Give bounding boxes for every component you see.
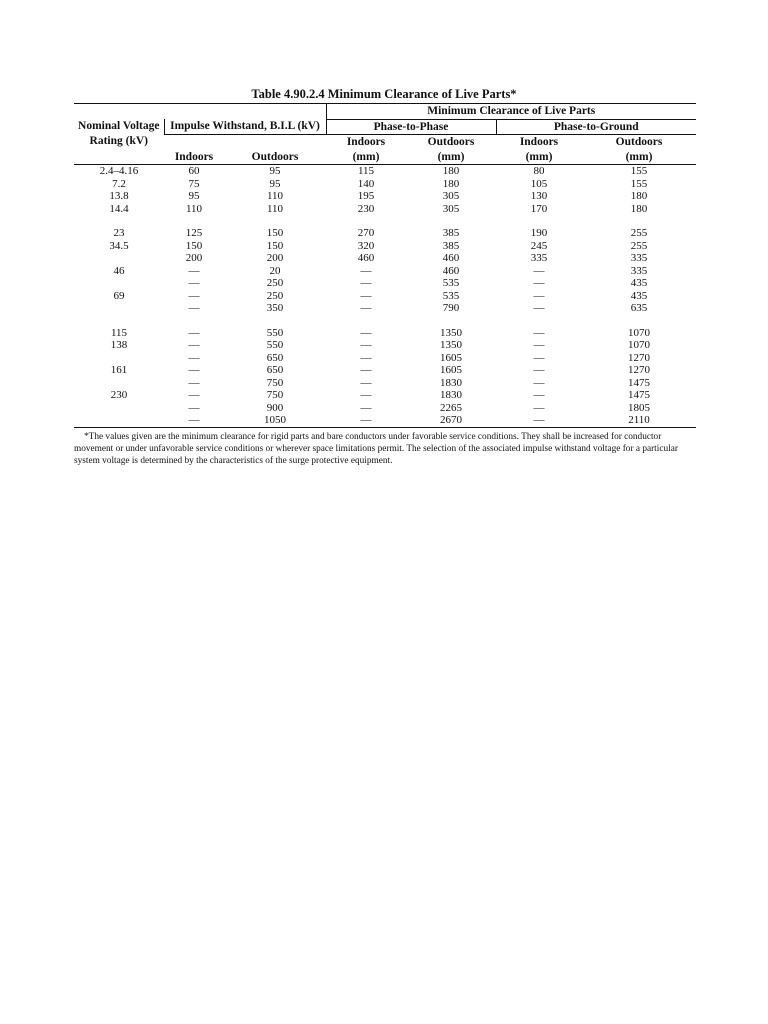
table-cell: 110 — [266, 190, 284, 202]
table-row — [74, 364, 696, 377]
group-spacer — [74, 315, 696, 327]
table-cell: 2110 — [582, 414, 696, 427]
nominal-voltage-header — [74, 119, 164, 165]
table-cell: 110 — [266, 202, 284, 215]
table-cell: 155 — [630, 177, 648, 190]
table-cell: 20 — [269, 264, 281, 277]
bil-outdoors-header: Outdoors — [224, 135, 326, 165]
table-cell: 1270 — [628, 364, 650, 376]
table-cell — [74, 302, 164, 315]
table-cell — [74, 277, 164, 290]
table-cell: 1605 — [440, 364, 462, 376]
table-cell: — — [360, 264, 372, 277]
table-cell: — — [533, 351, 545, 364]
table-cell: 34.5 — [109, 239, 129, 252]
table-cell: 535 — [442, 289, 460, 302]
table-row — [74, 265, 696, 278]
table-cell: 635 — [630, 302, 648, 314]
table-row — [74, 302, 696, 315]
table-cell: 255 — [630, 239, 648, 252]
table-cell — [74, 402, 164, 415]
table-cell — [74, 352, 164, 365]
phase-to-ground-header: Phase-to-Ground — [496, 119, 696, 135]
table-cell: 1350 — [440, 326, 462, 339]
table-row — [74, 402, 696, 415]
table-cell: — — [533, 277, 545, 289]
table-cell: 250 — [266, 277, 284, 289]
table-row — [74, 389, 696, 402]
table-cell: 1830 — [440, 376, 462, 389]
table-cell: 1475 — [628, 376, 650, 389]
table-cell: — — [533, 364, 545, 376]
table-cell: — — [326, 414, 406, 427]
table-cell: — — [533, 339, 545, 351]
table-cell: 46 — [113, 264, 125, 277]
pp-indoors-label: Indoors (mm) — [346, 136, 386, 163]
table-cell: 1270 — [628, 351, 650, 364]
table-cell: 150 — [185, 239, 203, 252]
table-cell: 7.2 — [112, 177, 126, 190]
table-cell — [74, 252, 164, 265]
table-cell: 95 — [188, 190, 200, 202]
table-row — [74, 377, 696, 390]
phase-to-phase-header: Phase-to-Phase — [326, 119, 496, 135]
table-cell: 105 — [530, 177, 548, 190]
table-cell: — — [188, 364, 200, 376]
table-cell: 335 — [630, 264, 648, 277]
table-cell: 790 — [442, 302, 460, 314]
table-cell: — — [188, 326, 200, 339]
table-row — [74, 227, 696, 240]
table-cell: — — [188, 389, 200, 401]
table-cell: 550 — [266, 339, 284, 351]
table-cell: 250 — [266, 289, 284, 302]
table-cell: 270 — [357, 227, 375, 239]
table-cell: 245 — [530, 239, 548, 252]
table-cell: — — [360, 302, 372, 314]
table-row — [74, 252, 696, 265]
group-spacer — [74, 215, 696, 227]
table-cell: 200 — [266, 252, 284, 264]
table-title: Table 4.90.2.4 Minimum Clearance of Live Parts* — [251, 87, 517, 101]
table-cell — [74, 377, 164, 390]
pp-outdoors-label: Outdoors (mm) — [427, 136, 475, 163]
table-body — [74, 165, 696, 428]
bil-indoors-header: Indoors — [164, 135, 224, 165]
table-cell: — — [533, 376, 545, 389]
table-cell: 230 — [357, 202, 375, 215]
table-cell: 115 — [110, 326, 128, 339]
table-cell: — — [188, 401, 200, 414]
table-row — [74, 414, 696, 427]
table-row — [74, 327, 696, 340]
table-row — [74, 339, 696, 352]
table-row — [74, 290, 696, 303]
table-cell: 2265 — [440, 401, 462, 414]
table-cell: — — [360, 364, 372, 376]
table-cell: — — [533, 289, 545, 302]
table-cell: 305 — [442, 202, 460, 215]
table-cell: 150 — [266, 239, 284, 252]
table-cell: 1475 — [628, 389, 650, 401]
table-cell: 385 — [442, 239, 460, 252]
table-cell: 335 — [630, 252, 648, 264]
table-cell: 650 — [266, 364, 284, 376]
table-cell: 460 — [442, 264, 460, 277]
table-cell: 385 — [442, 227, 460, 239]
table-cell: 1070 — [628, 326, 650, 339]
table-cell: 80 — [533, 165, 545, 177]
table-cell — [74, 414, 164, 427]
footnote-text: *The values given are the minimum clearance for rigid parts and bare conductors under favorable service conditions. They shall be increased for conductor movement or under unfavorable service conditions or wherever space limitations permit. The selection of the associated impulse withstand voltage for a particular system voltage is determined by the characteristics of the surge protective equipment. — [74, 432, 678, 466]
table-cell: — — [164, 414, 224, 427]
table-cell: 435 — [630, 289, 648, 302]
table-cell: — — [533, 401, 545, 414]
table-cell: — — [360, 277, 372, 289]
table-cell: 1805 — [628, 401, 650, 414]
table-row — [74, 178, 696, 191]
pp-outdoors-header — [406, 135, 496, 165]
table-row — [74, 165, 696, 178]
table-cell: 350 — [266, 302, 284, 314]
table-cell: 13.8 — [109, 190, 129, 202]
table-cell: 750 — [266, 376, 284, 389]
table-cell: — — [188, 339, 200, 351]
table-cell: 130 — [530, 190, 548, 202]
pg-outdoors-header — [582, 135, 696, 165]
table-cell: 23 — [113, 227, 125, 239]
table-row — [74, 190, 696, 203]
table-row — [74, 240, 696, 253]
table-cell: — — [496, 414, 582, 427]
table-cell: 320 — [357, 239, 375, 252]
table-cell: 435 — [630, 277, 648, 289]
table-cell: 110 — [185, 202, 203, 215]
table-row — [74, 203, 696, 216]
table-cell: 180 — [442, 177, 460, 190]
table-cell: 125 — [185, 227, 203, 239]
table-cell: — — [533, 302, 545, 314]
table-cell: 2670 — [406, 414, 496, 427]
pp-indoors-header — [326, 135, 406, 165]
table-cell: — — [188, 376, 200, 389]
table-cell: 60 — [188, 165, 200, 177]
table-row — [74, 277, 696, 290]
table-cell: 95 — [269, 165, 281, 177]
table-cell: 95 — [269, 177, 281, 190]
table-cell: 180 — [630, 190, 648, 202]
table-cell: 750 — [266, 389, 284, 401]
min-clearance-header: Minimum Clearance of Live Parts — [326, 104, 696, 120]
table-cell: 460 — [442, 252, 460, 264]
table-cell: 190 — [530, 227, 548, 239]
table-cell: 230 — [110, 389, 128, 401]
table-cell: 900 — [266, 401, 284, 414]
table-cell: — — [188, 351, 200, 364]
table-cell: 69 — [113, 289, 125, 302]
table-cell: 550 — [266, 326, 284, 339]
table-cell: — — [188, 302, 200, 314]
table-cell: — — [533, 264, 545, 277]
table-cell: 180 — [630, 202, 648, 215]
table-footnote — [74, 431, 696, 467]
impulse-withstand-header: Impulse Withstand, B.I.L (kV) — [164, 119, 326, 135]
table-cell: — — [360, 389, 372, 401]
table-cell: — — [188, 277, 200, 289]
table-row — [74, 352, 696, 365]
table-cell: 138 — [110, 339, 128, 351]
pg-indoors-label: Indoors (mm) — [519, 136, 559, 163]
nominal-voltage-label: Nominal Voltage Rating (kV) — [78, 120, 160, 147]
table-cell: 14.4 — [109, 202, 129, 215]
table-cell: 195 — [357, 190, 375, 202]
table-cell: — — [533, 326, 545, 339]
pg-outdoors-label: Outdoors (mm) — [615, 136, 663, 163]
table-cell: 1070 — [628, 339, 650, 351]
table-cell: 335 — [530, 252, 548, 264]
table-cell: — — [188, 289, 200, 302]
table-cell: — — [360, 339, 372, 351]
table-cell: 650 — [266, 351, 284, 364]
table-cell: 115 — [357, 165, 375, 177]
table-cell: 1605 — [440, 351, 462, 364]
table-cell: 200 — [185, 252, 203, 264]
table-cell: 140 — [357, 177, 375, 190]
table-cell: — — [360, 326, 372, 339]
table-cell: 155 — [630, 165, 648, 177]
table-cell: 255 — [630, 227, 648, 239]
table-cell: — — [360, 289, 372, 302]
table-cell: 1350 — [440, 339, 462, 351]
table-cell: 535 — [442, 277, 460, 289]
table-cell: 2.4–4.16 — [99, 165, 139, 177]
table-cell: — — [360, 401, 372, 414]
table-cell: 1050 — [224, 414, 326, 427]
table-cell: 1830 — [440, 389, 462, 401]
table-cell: 180 — [442, 165, 460, 177]
table-cell: 75 — [188, 177, 200, 190]
table-cell: — — [188, 264, 200, 277]
clearance-table — [74, 103, 696, 428]
pg-indoors-header — [496, 135, 582, 165]
table-cell: 305 — [442, 190, 460, 202]
table-cell: — — [360, 376, 372, 389]
table-cell: 161 — [110, 364, 128, 376]
table-cell: — — [360, 351, 372, 364]
table-cell: 460 — [357, 252, 375, 264]
table-cell: — — [533, 389, 545, 401]
table-cell: 170 — [530, 202, 548, 215]
table-cell: 150 — [266, 227, 284, 239]
